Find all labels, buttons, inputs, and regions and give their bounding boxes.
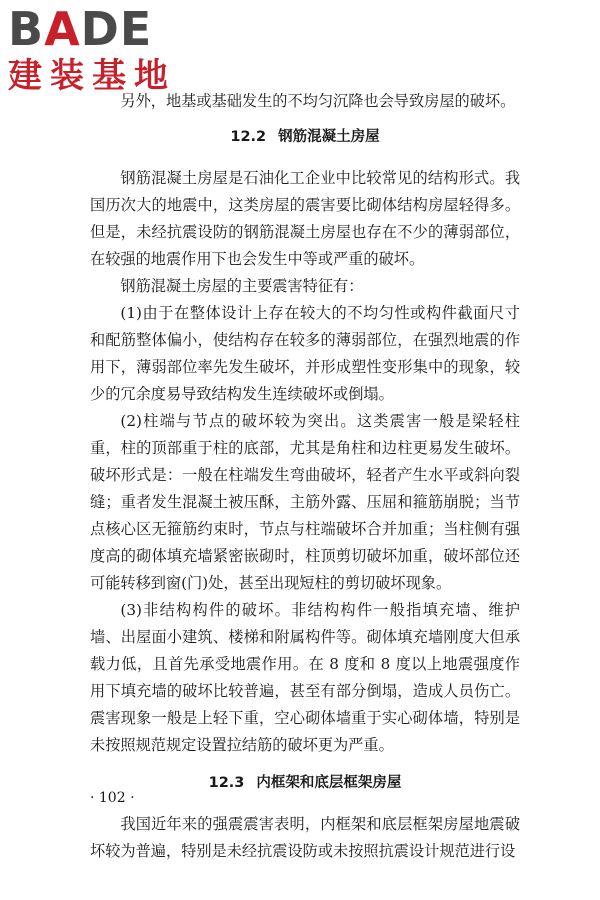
- section-title: 内框架和底层框架房屋: [256, 775, 402, 791]
- bade-watermark-logo: [8, 4, 178, 96]
- logo-letter-a: A: [44, 2, 81, 56]
- paragraph-intro: 另外，地基或基础发生的不均匀沉降也会导致房屋的破坏。: [120, 92, 516, 110]
- paragraph: 我国近年来的强震震害表明，内框架和底层框架房屋地震破坏较为普遍，特别是未经抗震设防或未按照抗震设计规范进行设: [90, 815, 520, 860]
- bade-subtitle: 建装基地: [8, 56, 176, 96]
- document-page: [90, 88, 520, 865]
- section-number: 12.2: [230, 129, 267, 145]
- paragraph: 钢筋混凝土房屋的主要震害特征有：: [120, 277, 364, 295]
- section-heading-12-2: [90, 124, 520, 151]
- paragraph: (3)非结构构件的破坏。非结构构件一般指填充墙、维护墙、出屋面小建筑、楼梯和附属构件等。砌体填充墙刚度大但承载力低，且首先承受地震作用。在 8 度和 8 度以上地震强度作用下填充墙的破坏比较普遍，甚至有部分倒塌，造成人员伤亡。震害现象一般是上轻下重，空心砌体墙重于实心砌体墙，特别是未按照规范规定设置拉结筋的破坏更为严重。: [90, 601, 520, 754]
- logo-letters-de: DE: [80, 2, 153, 56]
- page-number: · 102 ·: [90, 790, 135, 806]
- paragraph: (1)由于在整体设计上存在较大的不均匀性或构件截面尺寸和配筋整体偏小，使结构存在较多的薄弱部位，在强烈地震的作用下，薄弱部位率先发生破坏，并形成塑性变形集中的现象，较少的冗余度易导致结构发生连续破坏或倒塌。: [90, 304, 520, 403]
- logo-letter-b: B: [8, 2, 45, 56]
- section-title: 钢筋混凝土房屋: [278, 129, 380, 145]
- section-heading-12-3: [90, 770, 520, 797]
- bade-wordmark: [8, 4, 178, 54]
- paragraph: 钢筋混凝土房屋是石油化工企业中比较常见的结构形式。我国历次大的地震中，这类房屋的震害要比砌体结构房屋轻得多。但是，未经抗震设防的钢筋混凝土房屋也存在不少的薄弱部位，在较强的地震作用下也会发生中等或严重的破坏。: [90, 169, 520, 268]
- section-number: 12.3: [208, 775, 245, 791]
- paragraph: (2)柱端与节点的破坏较为突出。这类震害一般是梁轻柱重，柱的顶部重于柱的底部，尤其是角柱和边柱更易发生破坏。破坏形式是：一般在柱端发生弯曲破坏，轻者产生水平或斜向裂缝；重者发生混凝土被压酥，主筋外露、压屈和箍筋崩脱；当节点核心区无箍筋约束时，节点与柱端破坏合并加重；当柱侧有强度高的砌体填充墙紧密嵌砌时，柱顶剪切破坏加重，破坏部位还可能转移到窗(门)处，甚至出现短柱的剪切破坏现象。: [90, 412, 520, 592]
